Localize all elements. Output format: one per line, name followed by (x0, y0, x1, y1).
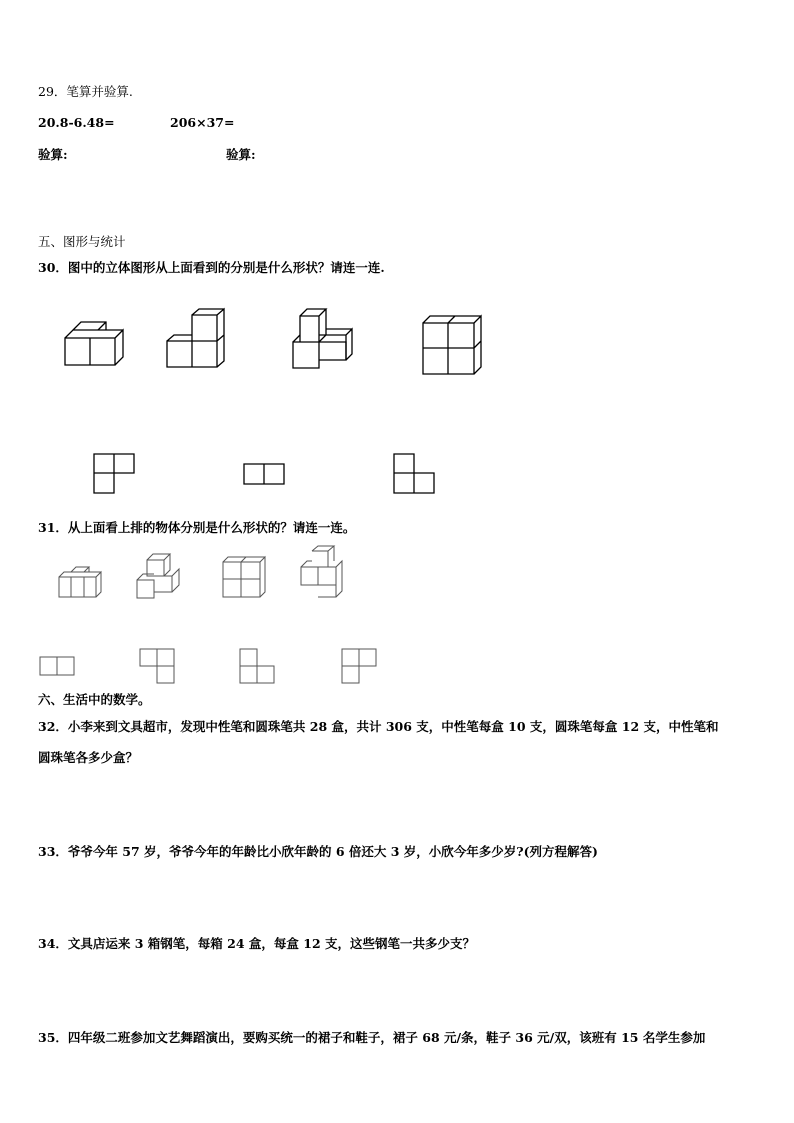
q30-view-1 (92, 452, 138, 498)
section-5-title: 五、图形与统计 (38, 234, 126, 249)
q30-title: 30．图中的立体图形从上面看到的分别是什么形状？请连一连. (38, 260, 385, 275)
q34-text: 34．文具店运来 3 箱钢笔，每箱 24 盒，每盒 12 支，这些钢笔一共多少支？ (38, 936, 475, 951)
q32-line-2: 圆珠笔各多少盒？ (38, 750, 139, 765)
q30-view-2 (242, 462, 288, 488)
q31-solid-1 (56, 560, 104, 602)
q29-expression-2: 206×37= (170, 115, 235, 130)
q30-solid-3 (288, 300, 363, 372)
q29-title: 29．笔算并验算. (38, 84, 133, 99)
q32-line-1: 32．小李来到文具超市，发现中性笔和圆珠笔共 28 盒，共计 306 支，中性笔每盒 10 支，圆珠笔每盒 12 支，中性笔和 (38, 719, 719, 734)
q31-view-3 (238, 647, 278, 687)
q29-check-label-1: 验算: (38, 147, 68, 162)
q35-text: 35．四年级二班参加文艺舞蹈演出，要购买统一的裙子和鞋子，裙子 68 元/条，鞋子 36 元/双，该班有 15 名学生参加 (38, 1030, 706, 1045)
q30-solid-4 (418, 312, 486, 378)
q31-solid-2 (134, 550, 188, 602)
q31-title: 31．从上面看上排的物体分别是什么形状的？请连一连。 (38, 520, 356, 535)
q31-view-1 (38, 655, 78, 679)
q30-view-3 (392, 452, 438, 498)
q30-solid-2 (162, 306, 232, 372)
section-6-title: 六、生活中的数学。 (38, 692, 151, 707)
q30-solid-1 (60, 318, 130, 370)
q29-check-label-2: 验算: (226, 147, 256, 162)
q33-text: 33．爷爷今年 57 岁，爷爷今年的年龄比小欣年龄的 6 倍还大 3 岁，小欣今年多少岁?(列方程解答) (38, 844, 598, 859)
q31-view-4 (340, 647, 380, 687)
q29-expression-1: 20.8-6.48= (38, 115, 115, 130)
q31-view-2 (138, 647, 178, 687)
q31-solid-3 (220, 552, 268, 600)
q31-solid-4 (298, 545, 356, 601)
